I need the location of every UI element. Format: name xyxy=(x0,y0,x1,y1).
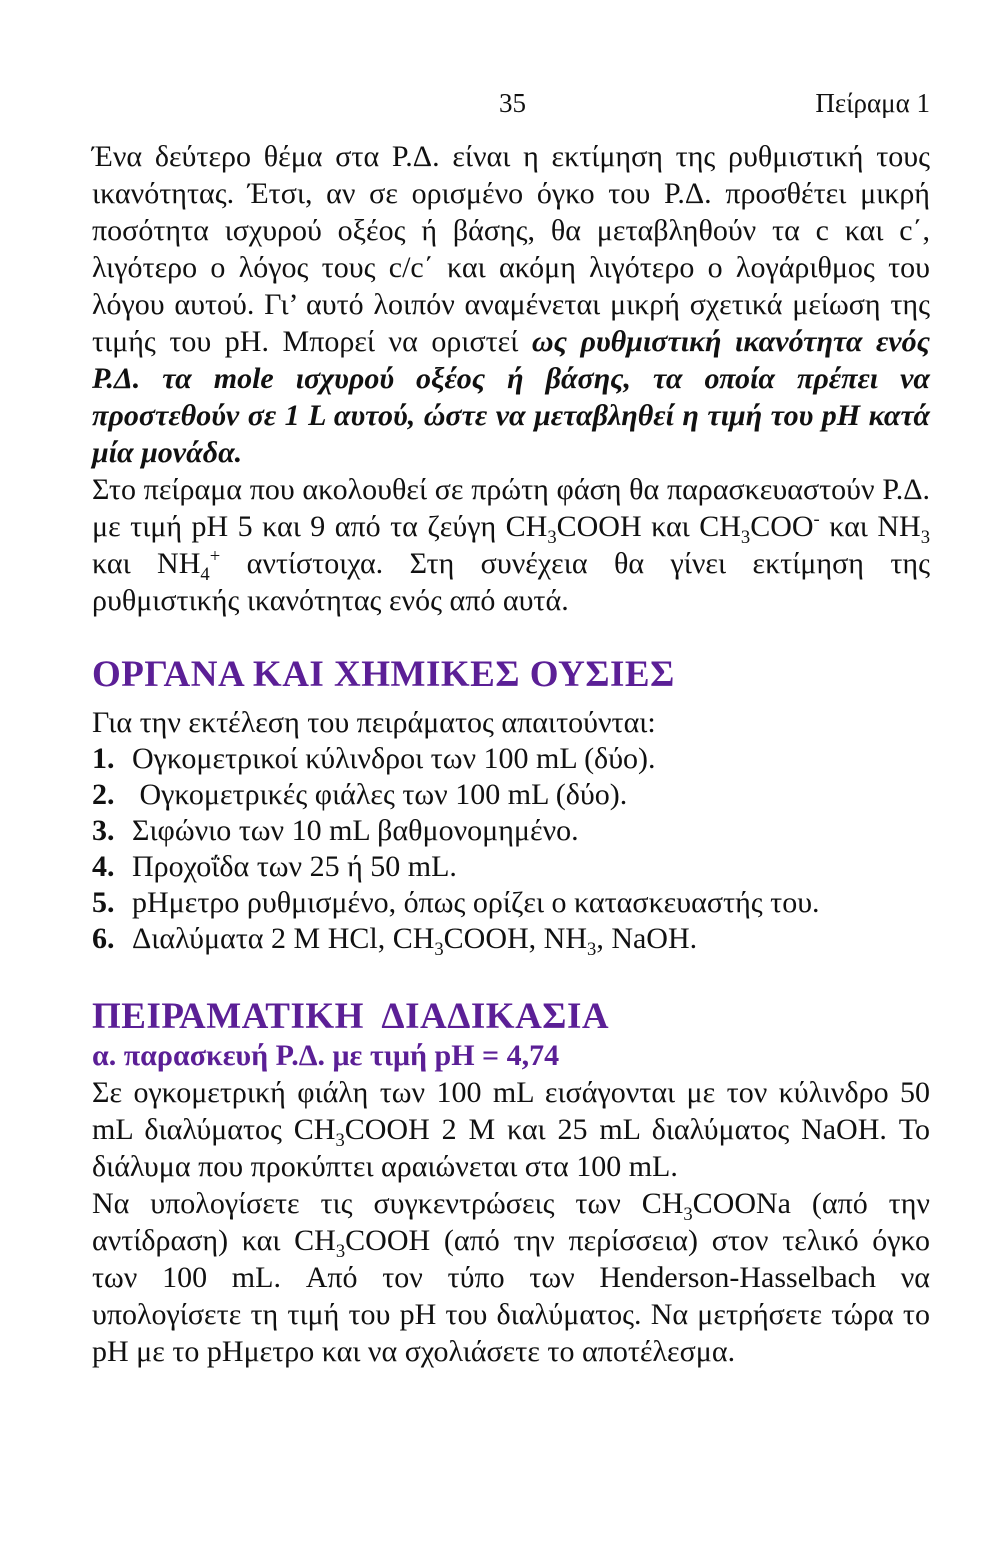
item-text: pHμετρο ρυθμισμένο, όπως ορίζει ο κατασκευαστής του. xyxy=(132,886,820,919)
item-text-part: COOH, NH xyxy=(443,922,588,955)
subscript: 3 xyxy=(587,939,597,960)
overview-text: COOH και CH xyxy=(556,510,741,543)
list-item xyxy=(92,777,930,813)
subscript: 3 xyxy=(547,527,557,548)
page-number: 35 xyxy=(499,88,526,118)
calculation-paragraph xyxy=(92,1185,930,1370)
superscript: - xyxy=(813,509,820,530)
calculation-text: COOH (από την περίσσεια) στον τελικό όγκο των 100 mL. Από τον τύπο των Henderson-Hasselbach να υπολογίσετε τη τιμή του pH του διαλύματος. Να μετρήσετε τώρα το pH με το pHμετρο και να σχολιάσετε το αποτέλεσμα. xyxy=(92,1224,930,1368)
procedure-paragraph xyxy=(92,1074,930,1185)
item-number: 2. xyxy=(92,778,115,811)
item-number: 5. xyxy=(92,886,115,919)
equipment-list xyxy=(92,741,930,960)
equipment-lead: Για την εκτέλεση του πειράματος απαιτούνται: xyxy=(92,706,656,739)
overview-text: και NH xyxy=(92,547,201,580)
item-text: Προχοΐδα των 25 ή 50 mL. xyxy=(132,850,457,883)
list-item xyxy=(92,921,930,960)
item-number: 4. xyxy=(92,850,115,883)
procedure-subtitle: α. παρασκευή Ρ.Δ. με τιμή pH = 4,74 xyxy=(92,1039,560,1072)
calculation-text: Να υπολογίσετε τις συγκεντρώσεις των CH xyxy=(92,1187,684,1220)
item-text: Σιφώνιο των 10 mL βαθμονομημένο. xyxy=(132,814,579,847)
item-number: 3. xyxy=(92,814,115,847)
intro-text: Ένα δεύτερο θέμα στα Ρ.Δ. είναι η εκτίμηση της ρυθμιστική τους ικανότητας. Έτσι, αν σε ορισμένο όγκο του Ρ.Δ. προσθέτει μικρή ποσότητα ισχυρού οξέος ή βάσης, θα μεταβληθούν τα c και c΄, λιγότερο ο λόγος τους c/c΄ και ακόμη λιγότερο ο λογάριθμος του λόγου αυτού. Γι’ αυτό λοιπόν αναμένεται μικρή σχετικά μείωση της τιμής του pH. Μπορεί να οριστεί xyxy=(92,140,930,358)
running-head: Πείραμα 1 xyxy=(815,88,930,118)
overview-text: Στο πείραμα που ακολουθεί σε πρώτη φάση θα παρασκευαστούν Ρ.Δ. με τιμή pH 5 και 9 από τα ζεύγη CH xyxy=(92,473,930,543)
list-item xyxy=(92,885,930,921)
subscript: 3 xyxy=(920,527,930,548)
item-text: Ογκομετρικοί κύλινδροι των 100 mL (δύο). xyxy=(132,742,656,775)
subscript: 3 xyxy=(683,1204,693,1225)
item-number: 1. xyxy=(92,742,115,775)
item-text xyxy=(132,921,698,960)
procedure-text: Σε ογκομετρική φιάλη των 100 mL εισάγονται με τον κύλινδρο 50 mL διαλύματος CH xyxy=(92,1076,930,1146)
section-heading-equipment: ΟΡΓΑΝΑ ΚΑΙ ΧΗΜΙΚΕΣ ΟΥΣΙΕΣ xyxy=(92,654,675,695)
section-heading-procedure: ΠΕΙΡΑΜΑΤΙΚΗ ΔΙΑΔΙΚΑΣΙΑ xyxy=(92,996,610,1037)
subscript: 3 xyxy=(740,527,751,548)
item-text-part: , NaOH. xyxy=(596,922,698,955)
item-number: 6. xyxy=(92,922,115,955)
subscript: 4 xyxy=(200,564,210,585)
calculation-text: COONa (από την αντίδραση) και CH xyxy=(92,1187,930,1257)
overview-text: COO xyxy=(750,510,814,543)
item-text: Ογκομετρικές φιάλες των 100 mL (δύο). xyxy=(132,778,628,811)
subscript: 3 xyxy=(335,1241,346,1262)
superscript: + xyxy=(209,546,221,567)
list-item xyxy=(92,849,930,885)
page-header xyxy=(92,88,930,128)
subscript: 3 xyxy=(434,939,444,960)
page xyxy=(92,88,930,1370)
list-item xyxy=(92,741,930,777)
subscript: 3 xyxy=(335,1130,345,1151)
item-text-part: Διαλύματα 2 M HCl, CH xyxy=(132,922,435,955)
experiment-overview-paragraph xyxy=(92,471,930,619)
procedure-text: COOH 2 M και 25 mL διαλύματος NaOH. Το διάλυμα που προκύπτει αραιώνεται στα 100 mL. xyxy=(92,1113,930,1183)
overview-text: και NH xyxy=(819,510,921,543)
overview-text: αντίστοιχα. Στη συνέχεια θα γίνει εκτίμηση της ρυθμιστικής ικανότητας ενός από αυτά. xyxy=(92,547,930,617)
intro-paragraph xyxy=(92,138,930,471)
list-item xyxy=(92,813,930,849)
buffer-capacity-definition: ως ρυθμιστική ικανότητα ενός Ρ.Δ. τα mole ισχυρού οξέος ή βάσης, τα οποία πρέπει να προστεθούν σε 1 L αυτού, ώστε να μεταβληθεί η τιμή του pH κατά μία μονάδα. xyxy=(92,325,930,469)
